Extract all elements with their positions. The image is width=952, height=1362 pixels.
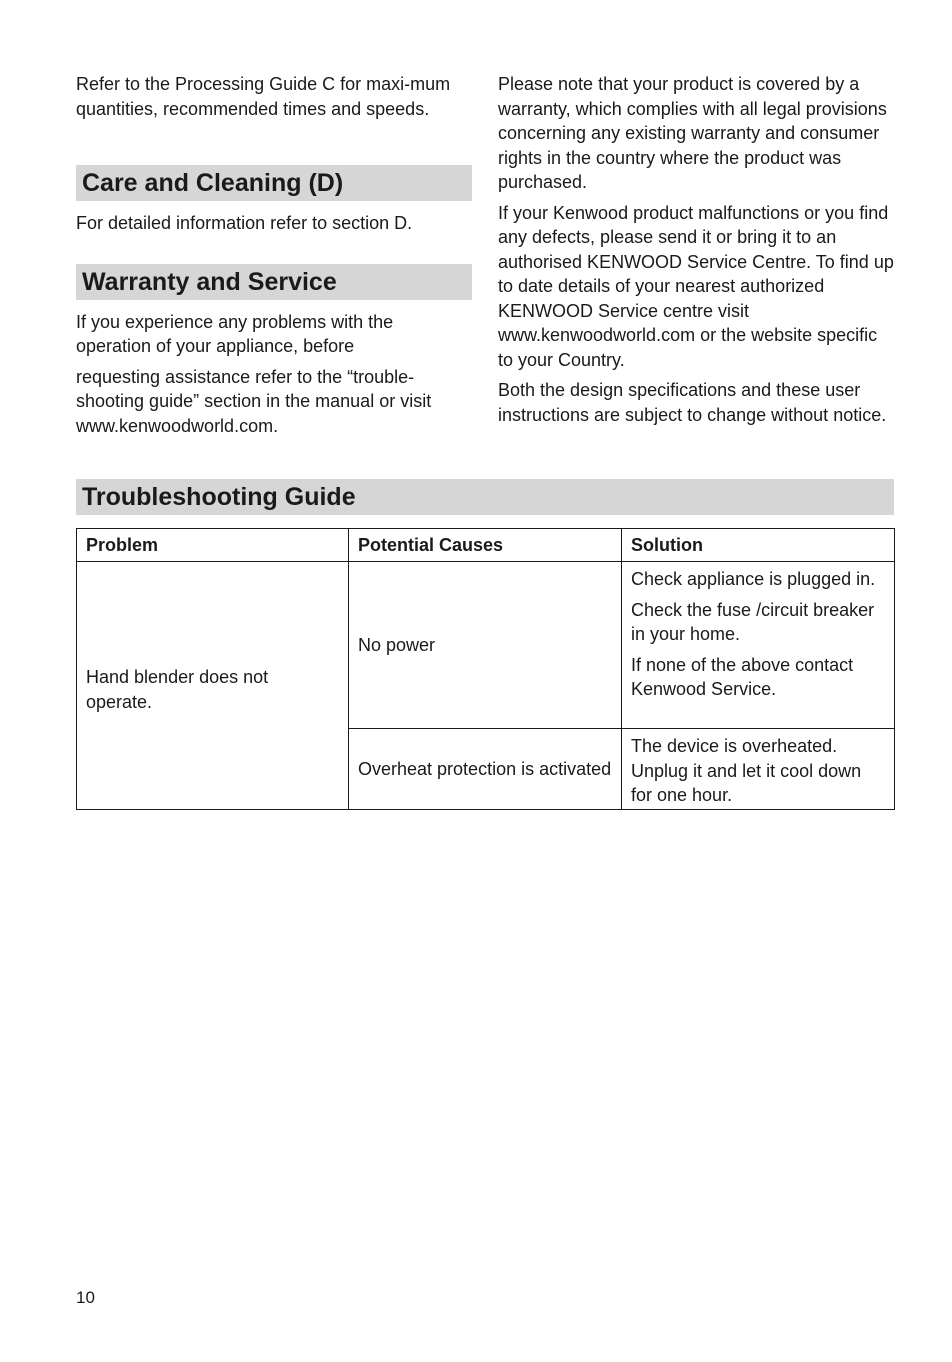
solution-overheat: The device is overheated. Unplug it and let it cool down for one hour. [622, 729, 895, 810]
cause-overheat: Overheat protection is activated [349, 729, 622, 810]
care-cleaning-heading: Care and Cleaning (D) [76, 165, 472, 201]
solution-no-power [622, 562, 895, 729]
troubleshooting-heading: Troubleshooting Guide [76, 479, 894, 515]
cause-no-power: No power [349, 562, 622, 729]
right-column [498, 72, 894, 427]
page-number: 10 [76, 1288, 95, 1307]
header-causes: Potential Causes [349, 529, 622, 562]
warranty-service-heading: Warranty and Service [76, 264, 472, 300]
warranty-text-2: requesting assistance refer to the “trouble-shooting guide” section in the manual or visit www.kenwoodworld.com. [76, 366, 432, 436]
warranty-coverage-text: Please note that your product is covered by a warranty, which complies with all legal provisions concerning any existing warranty and consumer rights in the country where the product was purchased. [498, 74, 887, 192]
malfunction-text: If your Kenwood product malfunctions or you find any defects, please send it or bring it to an authorised KENWOOD Service Centre. To find up to date details of your nearest authorized KENWOOD Service centre visit www.kenwoodworld.com or the website specific to your Country. [498, 202, 894, 370]
processing-guide-text: Refer to the Processing Guide C for maxi-mum quantities, recommended times and speeds. [76, 74, 451, 119]
left-column [76, 72, 472, 438]
table-header-row [77, 529, 895, 562]
solution-contact-service: If none of the above contact Kenwood Service. [631, 654, 854, 699]
specifications-notice: Both the design specifications and these user instructions are subject to change without notice. [498, 380, 887, 425]
problem-cell: Hand blender does not operate. [77, 562, 349, 810]
care-cleaning-text: For detailed information refer to section D. [76, 213, 413, 233]
table-row [77, 562, 895, 729]
solution-fuse-breaker: Check the fuse /circuit breaker in your home. [631, 599, 875, 644]
solution-plugged-in: Check appliance is plugged in. [631, 569, 876, 589]
troubleshooting-table [76, 528, 895, 810]
header-solution: Solution [622, 529, 895, 562]
warranty-text-1: If you experience any problems with the operation of your appliance, before [76, 311, 394, 356]
header-problem: Problem [77, 529, 349, 562]
